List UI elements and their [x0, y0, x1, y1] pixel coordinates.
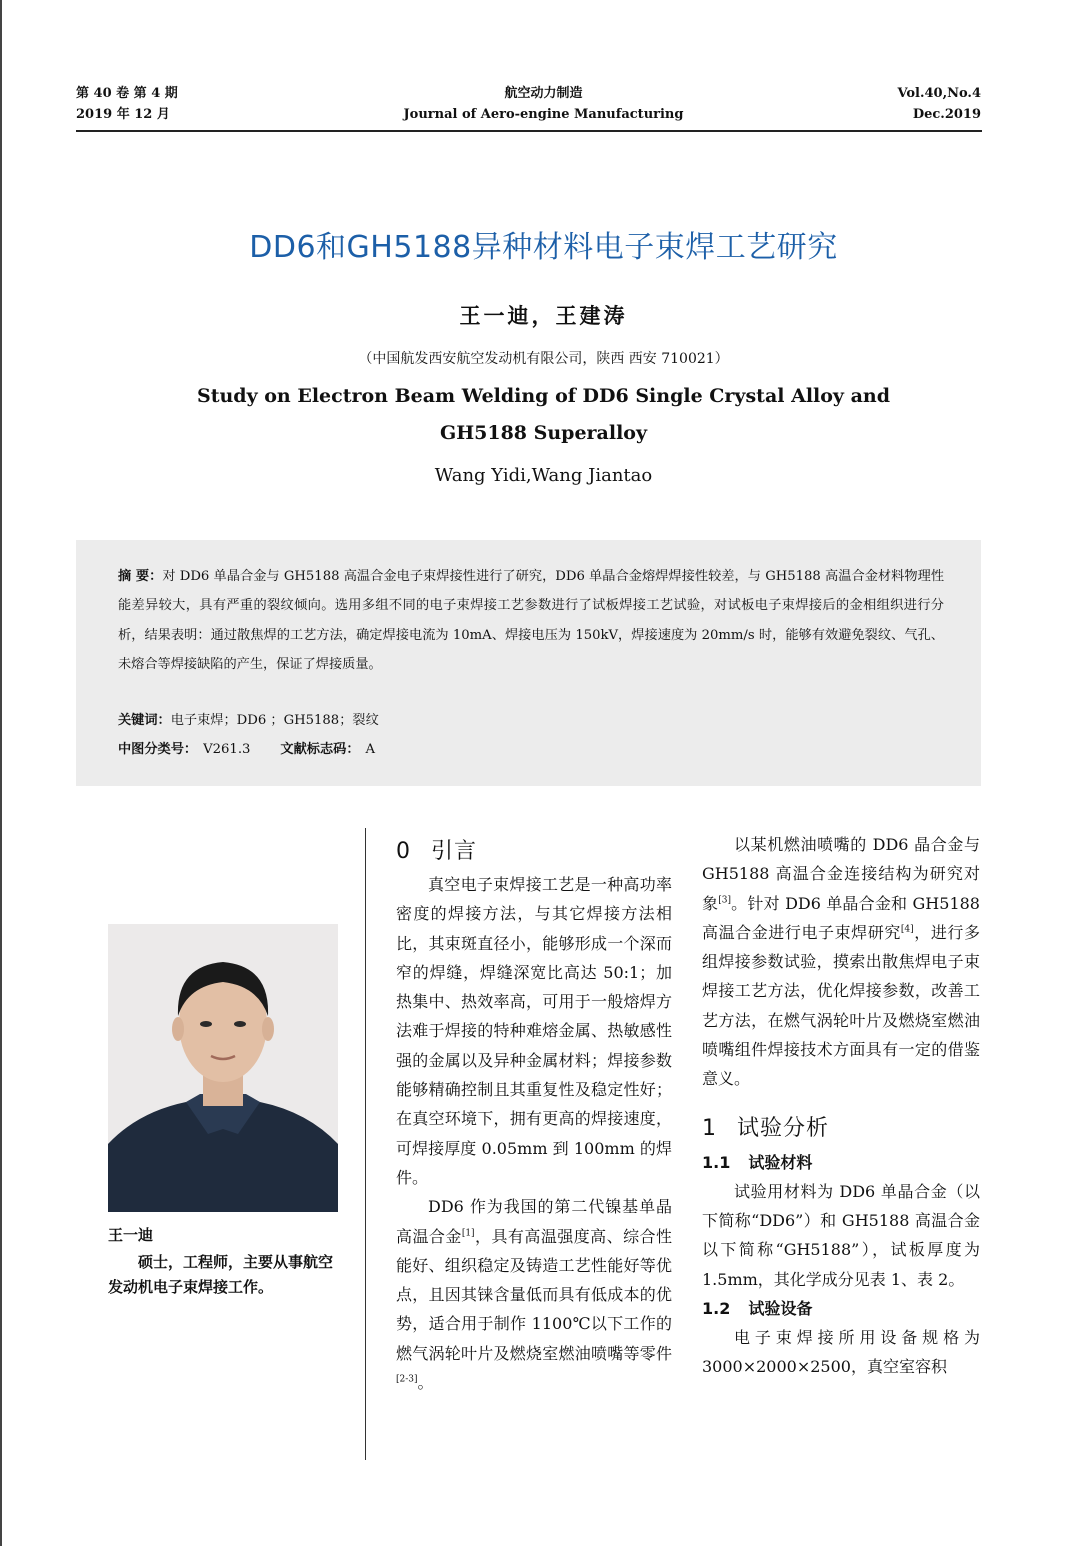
column-divider — [365, 828, 366, 1460]
paper-title-cn: DD6和GH5188异种材料电子束焊工艺研究 — [249, 230, 838, 265]
abstract-label: 摘 要： — [118, 569, 163, 584]
affiliation: （中国航发西安航空发动机有限公司，陕西 西安 710021） — [358, 351, 729, 367]
paragraph-materials: 试验用材料为 DD6 单晶合金（以下简称“DD6”）和 GH5188 高温合金以下简称“GH5188”），试板厚度为 1.5mm，其化学成分见表 1、表 2。 — [702, 1181, 980, 1289]
doc-code-value: A — [365, 742, 376, 757]
keywords-label: 关键词： — [118, 713, 171, 728]
text-span: ，具有高温强度高、综合性能好、组织稳定及铸造工艺性能好等优点，且因其铼含量低而具有低成本的优势，适合用于制作 1100℃以下工作的燃气涡轮叶片及燃烧室燃油喷嘴等零件 — [396, 1226, 672, 1363]
section-1-title: 试验分析 — [737, 1115, 830, 1141]
citation: [3] — [718, 895, 731, 906]
paragraph-equipment: 电子束焊接所用设备规格为 3000×2000×2500，真空室容积 — [702, 1327, 980, 1377]
section-1-2-number: 1.2 — [702, 1298, 731, 1318]
clc-value: V261.3 — [203, 742, 251, 757]
bio-text: 硕士，工程师，主要从事航空发动机电子束焊接工作。 — [108, 1253, 334, 1296]
text-span: 以某机燃油喷嘴的 DD6 晶合金与 GH5188 高温合金连接结构为研究对象 — [702, 835, 980, 913]
section-1-1-heading — [702, 1148, 980, 1177]
paragraph-intro-3 — [702, 830, 980, 1094]
paragraph-intro-1: 真空电子束焊接工艺是一种高功率密度的焊接方法，与其它焊接方法相比，其束斑直径小，能够形成一个深而窄的焊缝，焊缝深宽比高达 50:1；加热集中、热效率高，可用于一般熔焊方法难于焊接的特种难熔金属、热敏感性强的金属以及异种金属材料；焊接参数能够精确控制且其重复性及稳定性好；在真空环境下，拥有更高的焊接速度，可焊接厚度 0.05mm 到 100mm 的焊件。 — [396, 875, 672, 1187]
classification — [118, 735, 944, 764]
text-span: 。针对 DD6 单晶合金和 GH5188 高温合金进行电子束焊研究 — [702, 893, 980, 942]
header-date-en: Dec.2019 — [912, 107, 981, 122]
paper-title-en — [0, 378, 1087, 452]
section-0-title: 引言 — [431, 839, 478, 864]
abstract — [118, 562, 944, 680]
header-journal-cn: 航空动力制造 — [504, 86, 583, 101]
text-span: 。 — [417, 1373, 434, 1393]
doc-code-label: 文献标志码： — [280, 742, 360, 757]
authors-en: Wang Yidi,Wang Jiantao — [434, 465, 653, 486]
section-1-heading — [702, 1112, 980, 1146]
citation: [1] — [461, 1228, 475, 1239]
column-middle — [396, 870, 672, 1397]
section-0-number: 0 — [396, 839, 411, 864]
column-right — [702, 830, 980, 1381]
bio-name: 王一迪 — [108, 1226, 154, 1244]
keywords-text: 电子束焊；DD6 ；GH5188；裂纹 — [170, 713, 379, 728]
authors-cn: 王一迪，王建涛 — [459, 303, 628, 328]
header-date-cn: 2019 年 12 月 — [76, 107, 170, 122]
paragraph-intro-2 — [396, 1192, 672, 1397]
section-1-1-title: 试验材料 — [748, 1152, 813, 1172]
section-1-number: 1 — [702, 1115, 717, 1141]
section-1-1-number: 1.1 — [702, 1152, 731, 1172]
citation: [4] — [900, 924, 914, 935]
header-vol-issue-cn: 第 40 卷 第 4 期 — [76, 86, 178, 101]
citation: [2-3] — [396, 1374, 418, 1385]
text-span: DD6 作为我国的第二代镍基单晶高温合金 — [396, 1197, 672, 1246]
author-photo — [108, 924, 338, 1212]
clc-label: 中图分类号： — [118, 742, 198, 757]
keywords — [118, 706, 944, 735]
section-1-2-title: 试验设备 — [748, 1298, 813, 1318]
section-1-2-heading — [702, 1294, 980, 1323]
author-portrait-image — [108, 924, 338, 1212]
header-rule — [76, 130, 982, 132]
paper-title-en-line1: Study on Electron Beam Welding of DD6 Single Crystal Alloy and — [197, 385, 890, 407]
abstract-text: 对 DD6 单晶合金与 GH5188 高温合金电子束焊接性进行了研究，DD6 单晶合金熔焊焊接性较差，与 GH5188 高温合金材料物理性能差异较大，具有严重的裂纹倾向。选用多组不同的电子束焊接工艺参数进行了试板焊接工艺试验，对试板电子束焊接后的金相组织进行分析，结果表明：通过散焦焊的工艺方法，确定焊接电流为 10mA、焊接电压为 150kV，焊接速度为 20mm/s 时，能够有效避免裂纹、气孔、未熔合等焊接缺陷的产生，保证了焊接质量。 — [118, 569, 945, 673]
header-journal-en: Journal of Aero-engine Manufacturing — [403, 107, 684, 122]
text-span: ，进行多组焊接参数试验，摸索出散焦焊电子束焊接工艺方法，优化焊接参数，改善工艺方法，在燃气涡轮叶片及燃烧室燃油喷嘴组件焊接技术方面具有一定的借鉴意义。 — [702, 922, 980, 1089]
paper-title-en-line2: GH5188 Superalloy — [439, 422, 648, 444]
section-0-heading — [396, 834, 477, 865]
header-vol-issue-en: Vol.40,No.4 — [897, 86, 981, 101]
